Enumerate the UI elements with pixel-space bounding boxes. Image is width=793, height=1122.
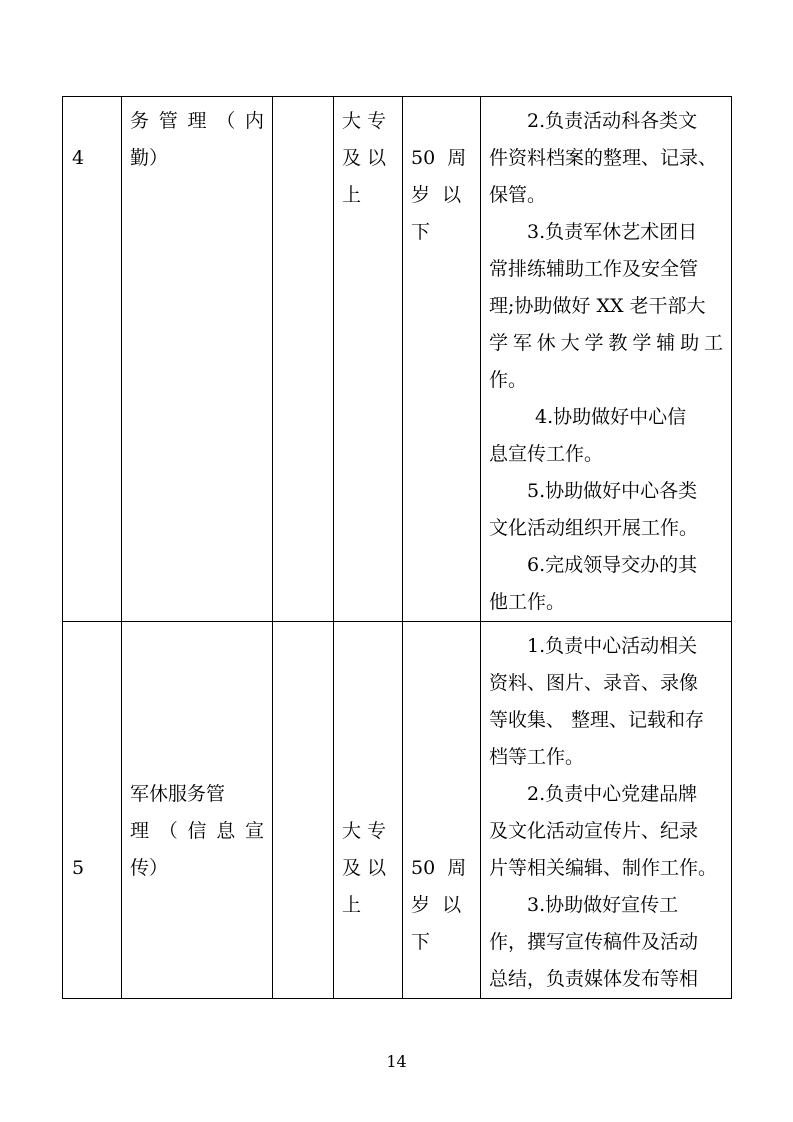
- duties-cell: [481, 97, 732, 622]
- row-index: 4: [72, 147, 85, 169]
- index-cell: [63, 97, 122, 622]
- education-line: 及 以: [342, 147, 387, 169]
- duty-line: 理;协助做好 XX 老干部大: [489, 295, 706, 317]
- blank-cell: [273, 622, 334, 999]
- education-line: 大 专: [342, 110, 387, 132]
- blank-cell: [273, 97, 334, 622]
- duty-line: 文化活动组织开展工作。: [489, 517, 699, 539]
- duty-line: 2.负责活动科各类文: [527, 110, 698, 132]
- duty-line: 息宣传工作。: [489, 443, 604, 465]
- position-line: 勤）: [130, 147, 169, 169]
- position-cell: [122, 622, 273, 999]
- duty-line: 1.负责中心活动相关: [527, 635, 698, 657]
- duty-line: 档等工作。: [489, 746, 585, 768]
- duty-line: 6.完成领导交办的其: [527, 554, 698, 576]
- duty-line: 学军休大学教学辅助工: [489, 332, 723, 354]
- duty-line: 他工作。: [489, 591, 566, 613]
- position-line: 军休服务管: [130, 783, 226, 805]
- age-cell: [403, 622, 481, 999]
- education-cell: [334, 97, 403, 622]
- position-line: 理 （ 信 息 宣: [130, 820, 264, 842]
- page-number: 14: [386, 1052, 407, 1071]
- duty-line: 片等相关编辑、制作工作。: [489, 857, 718, 879]
- duty-line: 常排练辅助工作及安全管: [489, 258, 699, 280]
- duties-cell: [481, 622, 732, 999]
- duty-line: 保管。: [489, 184, 547, 206]
- duty-line: 资料、图片、录音、录像: [489, 672, 699, 694]
- position-line: 务 管 理 （ 内: [130, 110, 264, 132]
- age-line: 50 周: [411, 857, 467, 879]
- education-cell: [334, 622, 403, 999]
- duty-line: 作。: [489, 369, 528, 391]
- position-cell: [122, 97, 273, 622]
- duty-line: 3.负责军休艺术团日: [527, 221, 698, 243]
- position-line: 传）: [130, 857, 169, 879]
- row-index: 5: [72, 857, 85, 879]
- table-row: [63, 622, 732, 999]
- duty-line: 2.负责中心党建品牌: [527, 783, 698, 805]
- index-cell: [63, 622, 122, 999]
- age-line: 50 周: [411, 147, 467, 169]
- age-line: 下: [411, 221, 431, 243]
- education-line: 上: [342, 184, 362, 206]
- table-row: [63, 97, 732, 622]
- duty-line: 5.协助做好中心各类: [527, 480, 698, 502]
- education-line: 及 以: [342, 857, 387, 879]
- duty-line: 4.协助做好中心信: [535, 406, 687, 428]
- age-cell: [403, 97, 481, 622]
- duty-line: 作，撰写宣传稿件及活动: [489, 931, 699, 953]
- duty-line: 3.协助做好宣传工: [527, 894, 679, 916]
- duty-line: 件资料档案的整理、记录、: [489, 147, 718, 169]
- age-line: 岁 以: [411, 184, 462, 206]
- education-line: 上: [342, 894, 362, 916]
- duty-line: 等收集、 整理、记载和存: [489, 709, 705, 731]
- duty-line: 及文化活动宣传片、纪录: [489, 820, 699, 842]
- age-line: 岁 以: [411, 894, 462, 916]
- job-table: [62, 96, 732, 999]
- duty-line: 总结，负责媒体发布等相: [489, 968, 699, 990]
- age-line: 下: [411, 931, 431, 953]
- education-line: 大 专: [342, 820, 387, 842]
